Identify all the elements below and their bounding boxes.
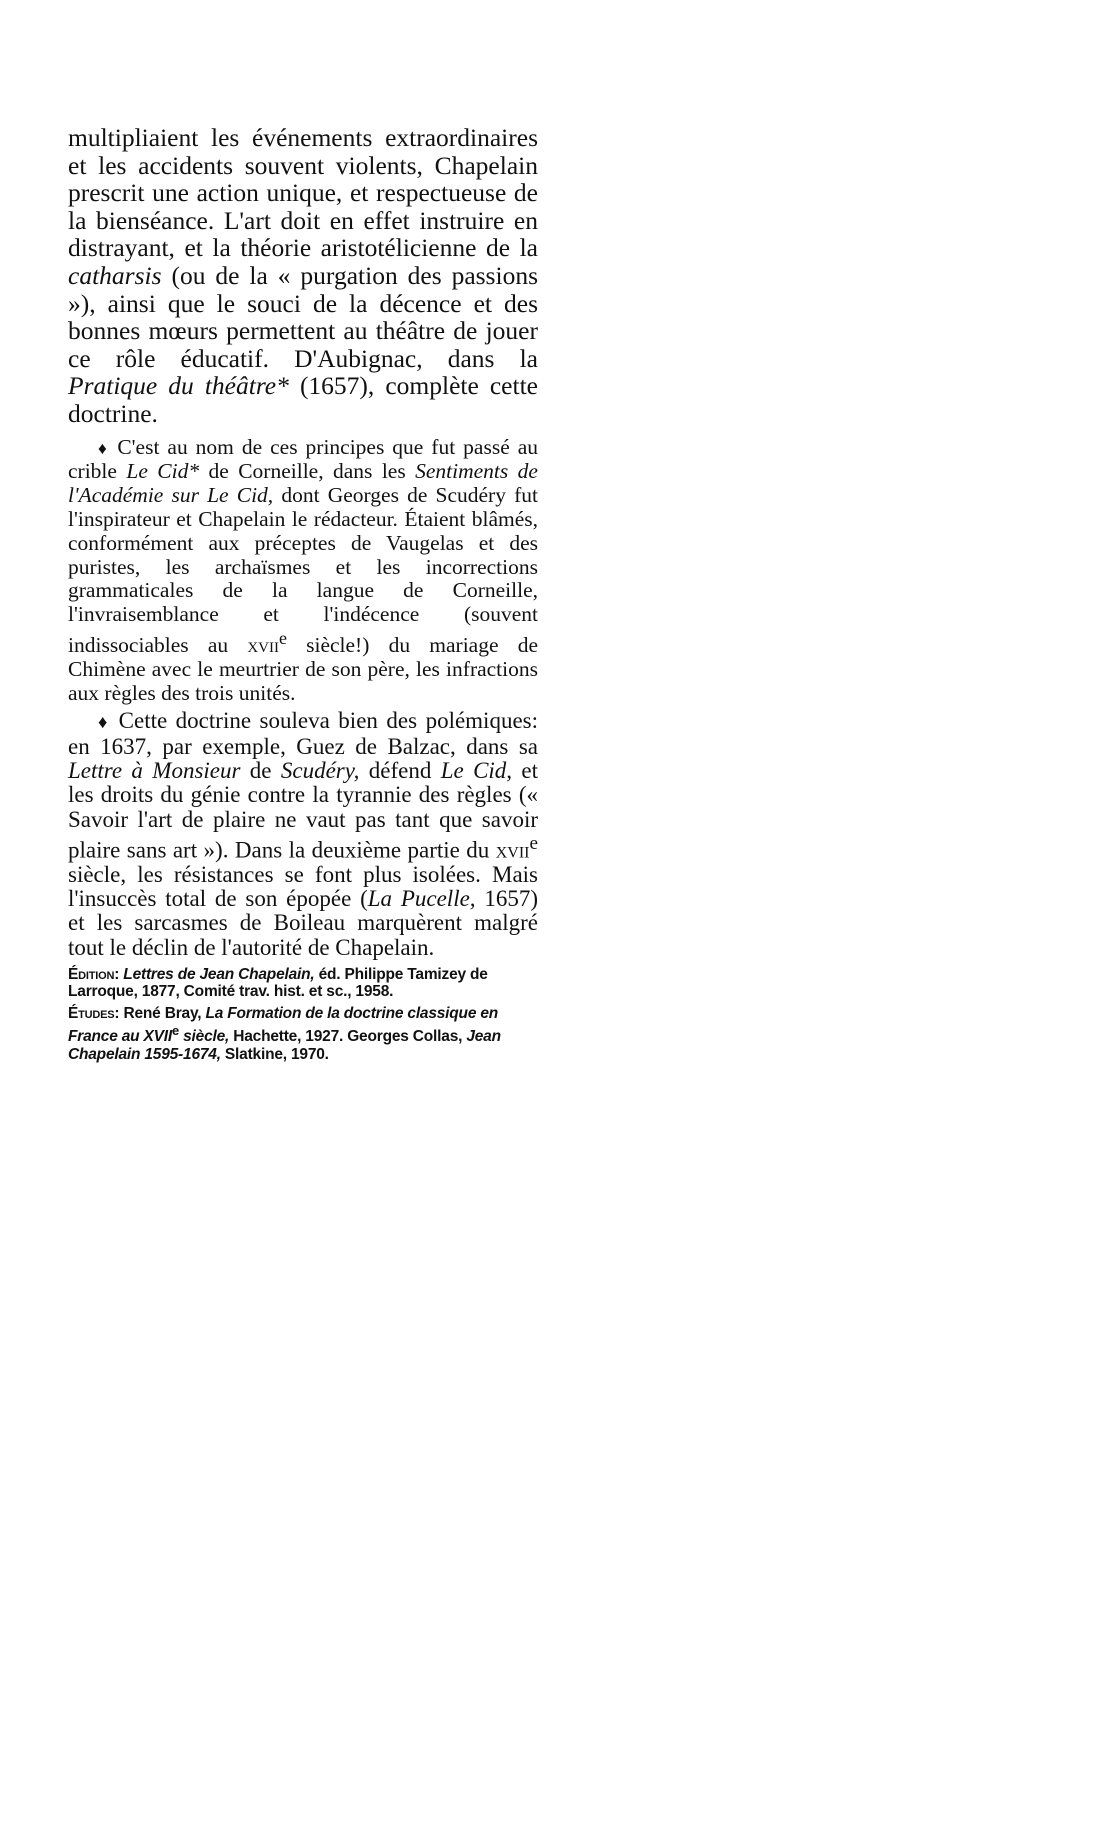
text-run: éd. Philippe Tamizey de Larroque, 1877, Comité trav. hist. et sc., 1958. [68,966,488,1001]
text-run: dont Georges de Scudéry fut l'inspirateur et Chapelain le rédacteur. Étaient blâmés, conformément aux préceptes de Vaugelas et des puristes, les archaïsmes et les incorrections grammaticales de la langue de Corneille, l'invraisemblance et l'indécence (souvent indissociables au [68,483,538,658]
text-run: de [240,758,281,784]
bibliography-label: Édition: [68,966,120,984]
superscript: e [172,1023,180,1039]
text-run: et les droits du génie contre la tyrannie des règles (« Savoir l'art de plaire ne vaut pas tant que savoir plaire sans art »). Dans la deuxième partie du [68,758,539,863]
text-run: (1657), complète cette doctrine. [68,371,538,428]
italic-title: La Formation de la doctrine classique en France au XVII [68,1004,499,1046]
text-run: (ou de la « purgation des passions »), ainsi que le souci de la décence et des bonnes mœurs permettent au théâtre de jouer ce rôle éducatif. D'Aubignac, dans la [68,260,538,373]
bullet-icon: ♦ [98,438,110,458]
italic-title: Lettres de Jean Chapelain, [123,966,315,984]
italic-title: Lettre à Monsieur [68,758,241,784]
italic-title: Scudéry, [280,758,360,784]
text-run: Hachette, 1927. Georges Collas, [229,1028,467,1046]
superscript: e [278,627,287,648]
paragraph-polemiques [68,709,538,960]
text-run: siècle, les résistances se font plus isolées. Mais l'insuccès total de son épopée ( [68,861,538,912]
century-numeral: xvii [495,837,530,863]
century-numeral: xvii [247,633,279,658]
italic-title: Sentiments de l'Académie sur Le Cid, [68,459,538,508]
text-run: René Bray, [119,1004,206,1022]
italic-title: siècle, [179,1028,230,1046]
bibliography-label: Études: [68,1004,120,1022]
text-run: multipliaient les événements extraordinaires et les accidents souvent violents, Chapelain prescrit une action unique, et respectueuse de la bienséance. L'art doit en effet instruire en distrayant, et la théorie aristotélicienne de la [68,123,538,263]
superscript: e [529,832,538,854]
paragraph-intro [68,124,538,428]
text-run: Slatkine, 1970. [220,1045,329,1063]
italic-title: La Pucelle, [367,886,476,912]
bibliography-edition [68,966,538,1001]
paragraph-le-cid [68,436,538,706]
text-run: 1657) et les sarcasmes de Boileau marquèrent malgré tout le déclin de l'autorité de Chapelain. [68,886,538,960]
text-column [68,124,538,1067]
text-run: siècle!) du mariage de Chimène avec le meurtrier de son père, les infractions aux règles des trois unités. [68,633,538,705]
italic-title-pratique: Pratique du théâtre* [68,371,289,401]
italic-title: Le Cid* [126,459,200,484]
italic-title: Le Cid, [440,758,513,784]
text-run: de Corneille, dans les [199,459,416,484]
bibliography-etudes [68,1005,538,1063]
italic-term-catharsis: catharsis [68,260,162,290]
text-run: C'est au nom de ces principes que fut passé au crible [68,434,538,484]
italic-title: Jean Chapelain 1595-1674, [68,1028,501,1063]
text-run: Cette doctrine souleva bien des polémiques: en 1637, par exemple, Guez de Balzac, dans sa [68,708,538,759]
bullet-icon: ♦ [98,712,111,733]
text-run: défend [359,758,441,784]
